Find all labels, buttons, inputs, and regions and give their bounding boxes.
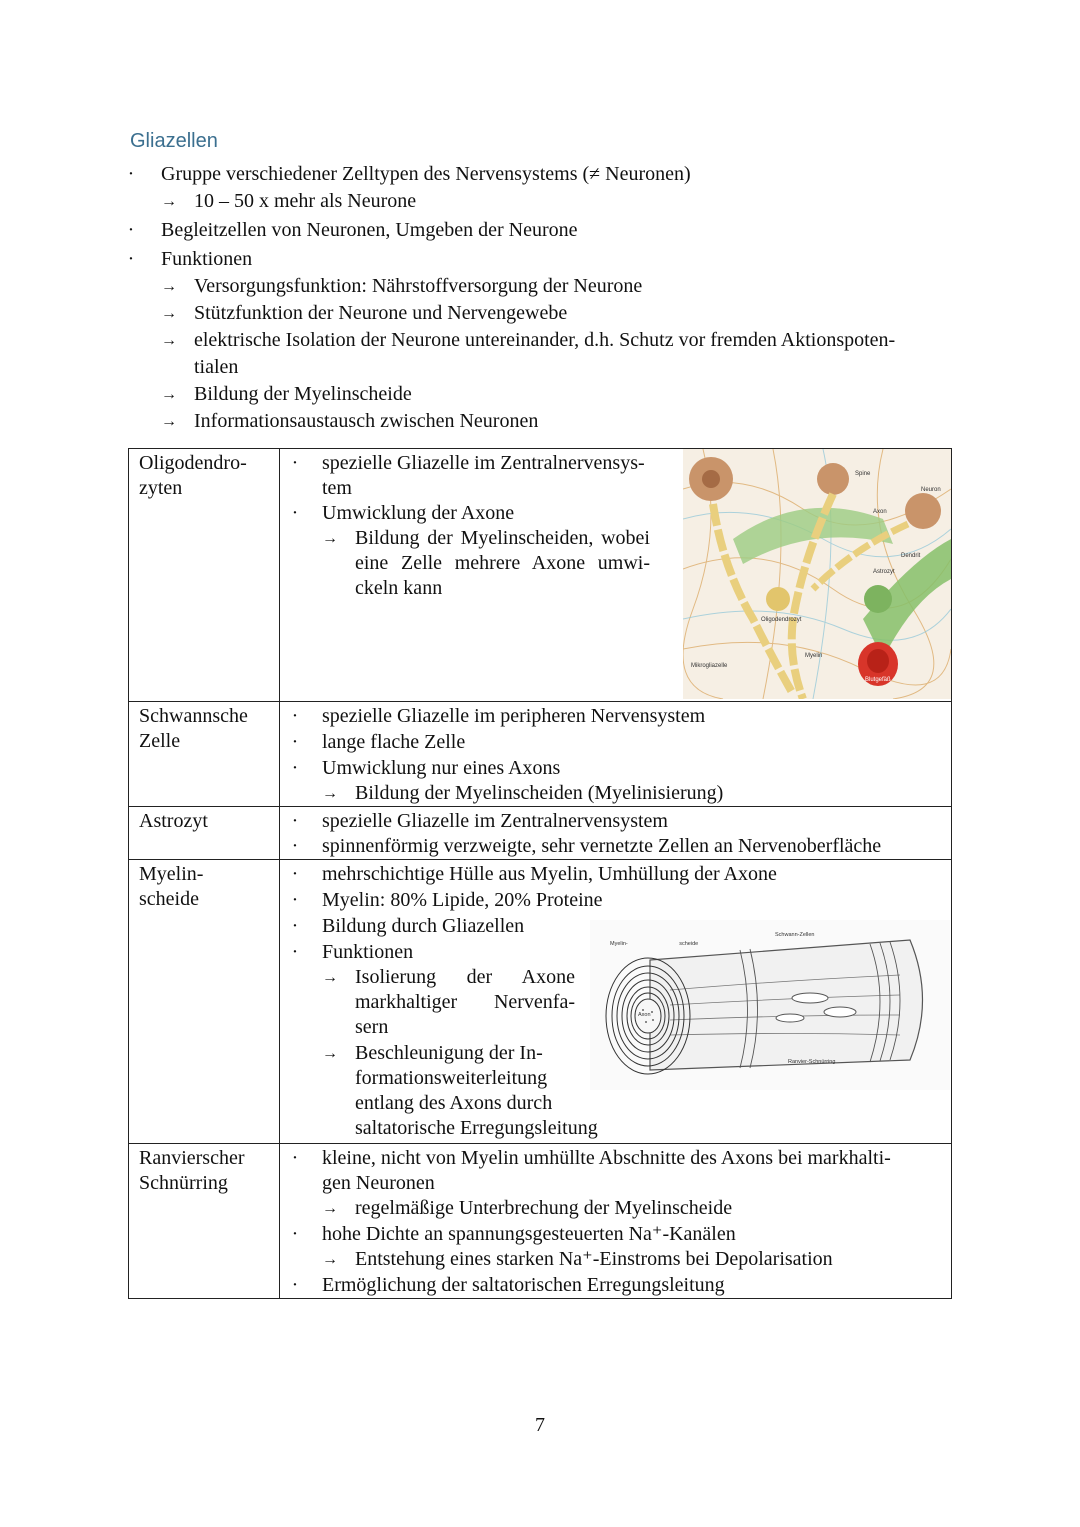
label-ranvier-schnuerring: Ranvier-Schnürring bbox=[788, 1059, 836, 1065]
intro-item: · Funktionen bbox=[125, 246, 965, 273]
label-schwann-zellen: Schwann-Zellen bbox=[775, 932, 815, 938]
arrow-icon: → bbox=[322, 785, 338, 802]
intro-list bbox=[125, 161, 965, 435]
function-item: → Stützfunktion der Neurone und Nervengewebe bbox=[125, 300, 965, 327]
page-heading: Gliazellen bbox=[130, 130, 218, 152]
list-item: · Umwicklung der Axone bbox=[291, 502, 515, 524]
bullet: · bbox=[127, 163, 135, 185]
function-item-continued: tialen bbox=[194, 356, 239, 378]
bullet: · bbox=[291, 941, 299, 963]
arrow-icon: → bbox=[161, 413, 177, 430]
list-item: · Umwicklung nur eines Axons bbox=[291, 757, 561, 779]
label-astrozyt: Astrozyt bbox=[873, 569, 895, 575]
bullet: · bbox=[291, 1274, 299, 1296]
term-cell: Astrozyt bbox=[129, 807, 280, 860]
arrow-icon: → bbox=[322, 530, 338, 547]
list-item: · mehrschichtige Hülle aus Myelin, Umhüllung der Axone bbox=[291, 863, 777, 885]
function-item: → Bildung der Myelinscheide bbox=[125, 381, 965, 408]
arrow-icon: → bbox=[322, 1045, 338, 1062]
bullet: · bbox=[291, 889, 299, 911]
list-item: · Bildung durch Gliazellen bbox=[291, 915, 525, 937]
bullet: · bbox=[291, 810, 299, 832]
arrow-icon: → bbox=[322, 1200, 338, 1217]
arrow-icon: → bbox=[322, 1251, 338, 1268]
bullet: · bbox=[291, 502, 299, 524]
label-axon: Axon bbox=[638, 1012, 651, 1018]
table-row-oligodendrozyten bbox=[129, 449, 952, 702]
bullet: · bbox=[127, 248, 135, 270]
label-myelinscheide: Myelin- scheide bbox=[610, 941, 699, 947]
arrow-item: → Bildung der Myelinscheiden (Myelinisierung) bbox=[322, 782, 724, 804]
label-blutgefaess: Blutgefäß bbox=[865, 677, 891, 683]
table-row-schwannsche-zelle bbox=[129, 702, 952, 807]
list-item: · spezielle Gliazelle im peripheren Nervensystem bbox=[291, 705, 706, 727]
myelin-sheath-illustration bbox=[590, 920, 950, 1090]
arrow-item: → regelmäßige Unterbrechung der Myelinscheide bbox=[322, 1197, 733, 1219]
bullet: · bbox=[291, 863, 299, 885]
arrow-icon: → bbox=[161, 332, 177, 349]
page-number: 7 bbox=[535, 1414, 545, 1436]
list-item: · Ermöglichung der saltatorischen Erregungsleitung bbox=[291, 1274, 725, 1296]
term-cell: Ranvierscher Schnürring bbox=[129, 1144, 280, 1299]
list-item: · hohe Dichte an spannungsgesteuerten Na⁺-Kanälen bbox=[291, 1223, 736, 1245]
glia-cells-illustration bbox=[683, 449, 951, 699]
arrow-item: → Entstehung eines starken Na⁺-Einstroms bei Depolarisation bbox=[322, 1248, 833, 1270]
description-cell bbox=[280, 807, 952, 860]
bullet: · bbox=[291, 915, 299, 937]
term-cell: Schwannsche Zelle bbox=[129, 702, 280, 807]
list-item: · Funktionen bbox=[291, 941, 414, 963]
bullet: · bbox=[291, 1147, 299, 1169]
function-item: → Informationsaustausch zwischen Neuronen bbox=[125, 408, 965, 435]
list-item: · lange flache Zelle bbox=[291, 731, 466, 753]
intro-item: · Gruppe verschiedener Zelltypen des Nervensystems (≠ Neuronen) bbox=[125, 161, 965, 188]
list-item: · kleine, nicht von Myelin umhüllte Abschnitte des Axons bei markhalti- gen Neuronen bbox=[291, 1147, 891, 1194]
arrow-icon: → bbox=[322, 969, 338, 986]
function-item: → elektrische Isolation der Neurone untereinander, d.h. Schutz vor fremden Aktionspoten- bbox=[125, 327, 965, 354]
label-spine: Spine bbox=[855, 471, 871, 477]
description-cell bbox=[280, 449, 952, 702]
label-myelin: Myelin bbox=[805, 653, 823, 659]
intro-item: · Begleitzellen von Neuronen, Umgeben der Neurone bbox=[125, 217, 965, 244]
table-row-astrozyt bbox=[129, 807, 952, 860]
intro-sub-item: → 10 – 50 x mehr als Neurone bbox=[125, 188, 965, 215]
label-dendrit: Dendrit bbox=[901, 553, 921, 559]
table-row-ranvierscher-schnuerring bbox=[129, 1144, 952, 1299]
label-oligodendrozyt: Oligodendrozyt bbox=[761, 617, 802, 623]
term-cell: Myelin- scheide bbox=[129, 860, 280, 1144]
bullet: · bbox=[291, 1223, 299, 1245]
arrow-item: → Isolierung der Axone markhaltiger Nervenfa- sern bbox=[322, 966, 575, 1038]
description-cell bbox=[280, 1144, 952, 1299]
bullet: · bbox=[291, 705, 299, 727]
list-item: · spezielle Gliazelle im Zentralnervensystem bbox=[291, 810, 668, 832]
list-item: · spezielle Gliazelle im Zentralnervensys- tem bbox=[291, 452, 645, 499]
label-mikroglia: Mikrogliazelle bbox=[691, 663, 728, 669]
list-item: · spinnenförmig verzweigte, sehr vernetzte Zellen an Nervenoberfläche bbox=[291, 835, 882, 857]
bullet: · bbox=[291, 757, 299, 779]
bullet: · bbox=[127, 219, 135, 241]
bullet: · bbox=[291, 452, 299, 474]
bullet: · bbox=[291, 835, 299, 857]
label-neuron: Neuron bbox=[921, 487, 941, 493]
arrow-item: → Beschleunigung der In- formationsweiterleitung entlang des Axons durch saltatorische Erregungsleitung bbox=[322, 1042, 598, 1139]
function-item: → Versorgungsfunktion: Nährstoffversorgung der Neurone bbox=[125, 273, 965, 300]
table-row-myelinscheide bbox=[129, 860, 952, 1144]
arrow-icon: → bbox=[161, 278, 177, 295]
description-cell bbox=[280, 860, 952, 1144]
arrow-item: → Bildung der Myelinscheiden, wobei eine Zelle mehrere Axone umwi- ckeln kann bbox=[322, 527, 650, 599]
term-cell: Oligodendro- zyten bbox=[129, 449, 280, 702]
glia-table bbox=[128, 448, 952, 1299]
description-cell bbox=[280, 702, 952, 807]
arrow-icon: → bbox=[161, 193, 177, 210]
list-item: · Myelin: 80% Lipide, 20% Proteine bbox=[291, 889, 603, 911]
arrow-icon: → bbox=[161, 386, 177, 403]
arrow-icon: → bbox=[161, 305, 177, 322]
bullet: · bbox=[291, 731, 299, 753]
label-axon: Axon bbox=[873, 509, 887, 515]
